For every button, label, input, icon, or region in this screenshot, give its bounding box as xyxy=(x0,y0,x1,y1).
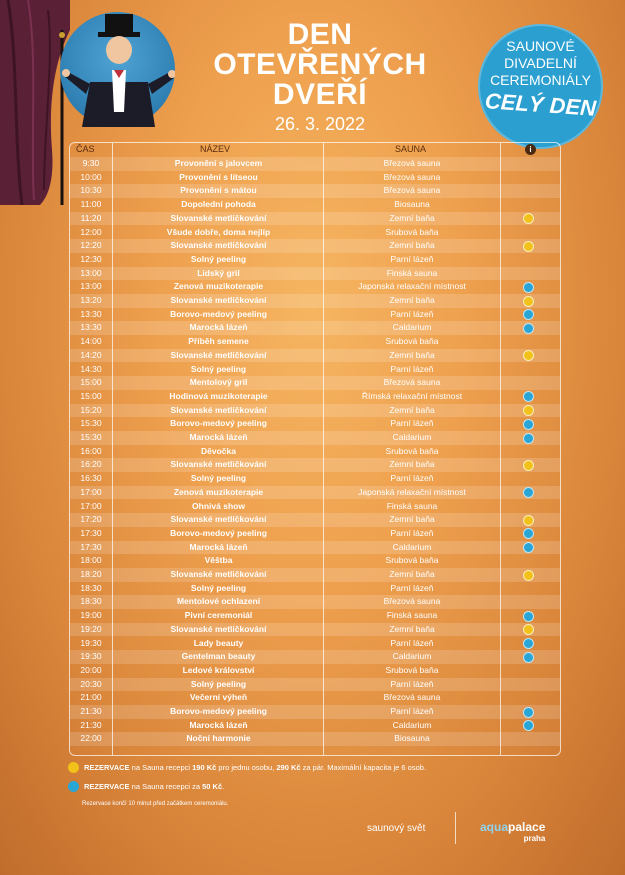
logo-aqua: aqua xyxy=(480,820,509,834)
row-time: 15:30 xyxy=(80,418,102,429)
table-row xyxy=(70,253,560,267)
row-name: Solný peeling xyxy=(190,582,247,593)
title-line-1: DEN xyxy=(287,18,353,51)
blue-reservation-dot-icon xyxy=(523,611,534,622)
header-name: NÁZEV xyxy=(200,144,231,154)
row-name: Provonění s mátou xyxy=(180,185,257,196)
row-time: 21:00 xyxy=(80,692,102,703)
row-sauna: Římská relaxační místnost xyxy=(361,390,463,401)
row-sauna: Březová sauna xyxy=(383,171,441,182)
table-row xyxy=(70,226,560,240)
legend-yellow-text: za pár. Maximální kapacita je 6 osob. xyxy=(300,763,427,772)
blue-reservation-dot-icon xyxy=(523,323,534,334)
row-time: 18:30 xyxy=(80,582,102,593)
blue-reservation-dot-icon xyxy=(523,638,534,649)
row-sauna: Japonská relaxační místnost xyxy=(358,281,466,292)
row-time: 13:30 xyxy=(80,308,102,319)
row-time: 10:00 xyxy=(80,171,102,182)
table-row xyxy=(70,691,560,705)
row-sauna: Březová sauna xyxy=(383,596,441,607)
blue-reservation-dot-icon xyxy=(523,309,534,320)
blue-reservation-dot-icon xyxy=(523,282,534,293)
ceremonies-badge xyxy=(478,24,603,149)
row-sauna: Zemní baňa xyxy=(389,459,435,470)
row-time: 11:00 xyxy=(80,199,102,210)
row-name: Borovo-medový peeling xyxy=(170,308,267,319)
blue-reservation-dot-icon xyxy=(523,720,534,731)
table-row xyxy=(70,527,560,541)
row-name: Provonění s jalovcem xyxy=(174,158,263,168)
row-time: 22:00 xyxy=(80,733,102,744)
row-time: 12:30 xyxy=(80,253,102,264)
legend-yellow-price1: 190 Kč xyxy=(192,763,217,772)
row-name: Solný peeling xyxy=(190,363,247,374)
blue-reservation-dot-icon xyxy=(523,528,534,539)
row-name: Noční harmonie xyxy=(186,733,251,744)
row-sauna: Parní lázeň xyxy=(390,473,434,484)
yellow-dot-icon xyxy=(68,762,79,773)
row-name: Příběh semene xyxy=(188,336,249,347)
row-time: 18:30 xyxy=(80,596,102,607)
row-sauna: Caldarium xyxy=(392,719,432,730)
row-name: Marocká lázeň xyxy=(189,719,248,730)
badge-line-2: DIVADELNÍ xyxy=(504,55,577,71)
table-row xyxy=(70,500,560,514)
row-time: 19:30 xyxy=(80,637,102,648)
presenter-illustration xyxy=(60,12,175,127)
footer-divider xyxy=(455,812,456,844)
aquapalace-logo xyxy=(480,818,545,843)
blue-reservation-dot-icon xyxy=(523,542,534,553)
table-row xyxy=(70,184,560,198)
row-name: Lidský gril xyxy=(197,267,240,278)
header-sauna: SAUNA xyxy=(395,144,427,154)
row-time: 19:30 xyxy=(80,651,102,662)
row-name: Pivní ceremoniál xyxy=(184,610,253,621)
table-row xyxy=(70,157,560,171)
row-time: 15:30 xyxy=(80,432,102,442)
table-row xyxy=(70,623,560,637)
blue-dot-icon xyxy=(68,781,79,792)
badge-line-1: SAUNOVÉ xyxy=(506,38,575,54)
table-row xyxy=(70,595,560,609)
table-row xyxy=(70,212,560,226)
row-name: Děvočka xyxy=(201,445,236,456)
row-sauna: Zemní baňa xyxy=(389,404,435,415)
row-sauna: Březová sauna xyxy=(383,158,441,168)
row-time: 17:30 xyxy=(80,527,102,538)
logo-palace: palace xyxy=(508,820,546,834)
row-time: 15:00 xyxy=(80,377,102,388)
row-sauna: Březová sauna xyxy=(383,377,441,388)
row-time: 13:30 xyxy=(80,322,102,333)
row-time: 21:30 xyxy=(80,706,102,716)
row-name: Ohnivá show xyxy=(192,500,245,511)
row-sauna: Caldarium xyxy=(392,432,432,442)
badge-line-3: CEREMONIÁLY xyxy=(490,72,591,88)
row-name: Slovanské metličkování xyxy=(170,623,267,634)
row-sauna: Parní lázeň xyxy=(390,363,434,374)
table-row xyxy=(70,650,560,664)
table-row xyxy=(70,404,560,418)
table-row xyxy=(70,609,560,623)
row-name: Gentelman beauty xyxy=(181,651,256,662)
row-time: 12:20 xyxy=(80,240,102,251)
row-sauna: Zemní baňa xyxy=(389,569,435,579)
row-name: Slovanské metličkování xyxy=(170,404,267,415)
badge-all-day: CELÝ DEN xyxy=(484,88,597,121)
table-row xyxy=(70,554,560,568)
row-name: Borovo-medový peeling xyxy=(170,418,267,429)
row-sauna: Zemní baňa xyxy=(389,349,435,360)
table-row xyxy=(70,417,560,431)
table-row xyxy=(70,486,560,500)
table-row xyxy=(70,280,560,294)
row-time: 17:00 xyxy=(80,486,102,497)
row-time: 16:30 xyxy=(80,473,102,484)
row-time: 16:20 xyxy=(80,459,102,470)
table-row xyxy=(70,664,560,678)
table-row xyxy=(70,335,560,349)
yellow-reservation-dot-icon xyxy=(523,241,534,252)
row-time: 11:20 xyxy=(80,212,102,223)
yellow-reservation-dot-icon xyxy=(523,296,534,307)
row-name: Dopolední pohoda xyxy=(181,199,256,210)
row-name: Večerní výheň xyxy=(189,692,248,703)
row-time: 17:20 xyxy=(80,514,102,525)
row-name: Zenová muzikoterapie xyxy=(173,486,264,497)
row-sauna: Parní lázeň xyxy=(390,418,434,429)
schedule-table xyxy=(69,142,561,756)
table-row xyxy=(70,513,560,527)
presenter-avatar xyxy=(60,12,175,127)
info-icon: i xyxy=(525,144,536,155)
yellow-reservation-dot-icon xyxy=(523,405,534,416)
table-row xyxy=(70,390,560,404)
row-sauna: Zemní baňa xyxy=(389,623,435,634)
blue-reservation-dot-icon xyxy=(523,707,534,718)
row-name: Borovo-medový peeling xyxy=(170,706,267,716)
table-row xyxy=(70,321,560,335)
row-name: Hodinová muzikoterapie xyxy=(169,390,268,401)
table-row xyxy=(70,349,560,363)
table-row xyxy=(70,732,560,746)
row-time: 16:00 xyxy=(80,445,102,456)
header-time: ČAS xyxy=(76,144,95,154)
row-name: Slovanské metličkování xyxy=(170,212,267,223)
row-sauna: Caldarium xyxy=(392,651,432,662)
row-name: Věštba xyxy=(204,555,233,566)
row-name: Solný peeling xyxy=(190,253,247,264)
blue-reservation-dot-icon xyxy=(523,487,534,498)
row-name: Borovo-medový peeling xyxy=(170,527,267,538)
table-row xyxy=(70,541,560,555)
row-time: 18:20 xyxy=(80,569,102,579)
row-sauna: Parní lázeň xyxy=(390,527,434,538)
yellow-reservation-dot-icon xyxy=(523,213,534,224)
table-row xyxy=(70,705,560,719)
row-name: Všude dobře, doma nejlíp xyxy=(166,226,271,237)
legend-yellow xyxy=(68,762,426,778)
row-time: 20:00 xyxy=(80,664,102,675)
row-sauna: Parní lázeň xyxy=(390,582,434,593)
row-sauna: Biosauna xyxy=(394,733,430,744)
row-sauna: Finská sauna xyxy=(386,500,438,511)
legend xyxy=(68,762,426,800)
row-time: 17:00 xyxy=(80,500,102,511)
legend-blue-text: . xyxy=(222,782,225,791)
row-name: Slovanské metličkování xyxy=(170,514,267,525)
logo-sub: praha xyxy=(523,834,546,843)
table-row xyxy=(70,719,560,733)
row-time: 14:30 xyxy=(80,363,102,374)
table-row xyxy=(70,445,560,459)
row-sauna: Zemní baňa xyxy=(389,295,435,305)
row-time: 19:00 xyxy=(80,610,102,621)
legend-yellow-price2: 290 Kč xyxy=(276,763,301,772)
row-sauna: Finská sauna xyxy=(386,610,438,621)
row-sauna: Zemní baňa xyxy=(389,240,435,251)
row-time: 17:30 xyxy=(80,541,102,552)
row-name: Ledové království xyxy=(182,664,255,675)
table-row xyxy=(70,308,560,322)
legend-yellow-text: na Sauna recepci xyxy=(129,763,193,772)
row-name: Marocká lázeň xyxy=(189,432,248,442)
row-time: 21:30 xyxy=(80,719,102,730)
row-sauna: Parní lázeň xyxy=(390,678,434,689)
row-name: Mentolový gril xyxy=(189,377,248,388)
table-row xyxy=(70,171,560,185)
row-sauna: Biosauna xyxy=(394,199,430,210)
event-date: 26. 3. 2022 xyxy=(274,114,366,134)
table-row xyxy=(70,431,560,445)
table-header xyxy=(70,143,560,157)
row-time: 14:00 xyxy=(80,336,102,347)
table-row xyxy=(70,582,560,596)
table-row xyxy=(70,363,560,377)
row-time: 10:30 xyxy=(80,185,102,196)
row-time: 13:00 xyxy=(80,281,102,292)
blue-reservation-dot-icon xyxy=(523,419,534,430)
blue-reservation-dot-icon xyxy=(523,433,534,444)
row-time: 15:20 xyxy=(80,404,102,415)
yellow-reservation-dot-icon xyxy=(523,350,534,361)
table-row xyxy=(70,198,560,212)
event-title xyxy=(205,20,435,135)
row-sauna: Zemní baňa xyxy=(389,212,435,223)
table-row xyxy=(70,678,560,692)
row-name: Marocká lázeň xyxy=(189,322,248,333)
row-name: Lady beauty xyxy=(193,637,244,648)
table-row xyxy=(70,472,560,486)
row-sauna: Parní lázeň xyxy=(390,637,434,648)
row-sauna: Srubová baňa xyxy=(385,555,439,566)
table-row xyxy=(70,267,560,281)
legend-yellow-text: pro jednu osobu, xyxy=(216,763,277,772)
row-time: 19:20 xyxy=(80,623,102,634)
row-time: 15:00 xyxy=(80,390,102,401)
legend-blue-text: na Sauna recepci za xyxy=(129,782,203,791)
legend-yellow-label: REZERVACE xyxy=(84,763,130,772)
row-name: Slovanské metličkování xyxy=(170,459,267,470)
row-name: Slovanské metličkování xyxy=(170,569,267,579)
yellow-reservation-dot-icon xyxy=(523,515,534,526)
row-time: 13:00 xyxy=(80,267,102,278)
title-line-3: DVEŘÍ xyxy=(272,78,368,111)
blue-reservation-dot-icon xyxy=(523,652,534,663)
table-row xyxy=(70,568,560,582)
row-time: 14:20 xyxy=(80,349,102,360)
row-sauna: Srubová baňa xyxy=(385,664,439,675)
row-time: 20:30 xyxy=(80,678,102,689)
table-row xyxy=(70,637,560,651)
row-time: 13:20 xyxy=(80,295,102,305)
row-time: 12:00 xyxy=(80,226,102,237)
footer-text: saunový svět xyxy=(367,823,426,834)
row-name: Provonění s lítseou xyxy=(179,171,258,182)
row-name: Mentolové ochlazení xyxy=(176,596,261,607)
table-row xyxy=(70,458,560,472)
row-sauna: Srubová baňa xyxy=(385,226,439,237)
table-row xyxy=(70,376,560,390)
legend-blue xyxy=(68,781,426,797)
legend-blue-price: 50 Kč xyxy=(202,782,223,791)
yellow-reservation-dot-icon xyxy=(523,570,534,581)
row-name: Slovanské metličkování xyxy=(170,240,267,251)
row-sauna: Srubová baňa xyxy=(385,336,439,347)
row-sauna: Parní lázeň xyxy=(390,706,434,716)
title-line-2: OTEVŘENÝCH xyxy=(213,48,427,81)
row-sauna: Březová sauna xyxy=(383,185,441,196)
row-sauna: Březová sauna xyxy=(383,692,441,703)
row-name: Solný peeling xyxy=(190,473,247,484)
row-sauna: Srubová baňa xyxy=(385,445,439,456)
row-sauna: Parní lázeň xyxy=(390,253,434,264)
row-sauna: Parní lázeň xyxy=(390,308,434,319)
blue-reservation-dot-icon xyxy=(523,391,534,402)
legend-blue-label: REZERVACE xyxy=(84,782,130,791)
yellow-reservation-dot-icon xyxy=(523,624,534,635)
row-name: Zenová muzikoterapie xyxy=(173,281,264,292)
row-name: Marocká lázeň xyxy=(189,541,248,552)
row-name: Slovanské metličkování xyxy=(170,349,267,360)
row-time: 18:00 xyxy=(80,555,102,566)
table-row xyxy=(70,294,560,308)
row-sauna: Caldarium xyxy=(392,322,432,333)
row-sauna: Japonská relaxační místnost xyxy=(358,486,466,497)
reservation-note: Rezervace končí 10 minut před začátkem ceremoniálu. xyxy=(82,801,229,807)
row-name: Slovanské metličkování xyxy=(170,295,267,305)
row-sauna: Caldarium xyxy=(392,541,432,552)
table-row xyxy=(70,239,560,253)
row-sauna: Finská sauna xyxy=(386,267,438,278)
yellow-reservation-dot-icon xyxy=(523,460,534,471)
row-name: Solný peeling xyxy=(190,678,247,689)
row-time: 9:30 xyxy=(82,158,100,168)
row-sauna: Zemní baňa xyxy=(389,514,435,525)
